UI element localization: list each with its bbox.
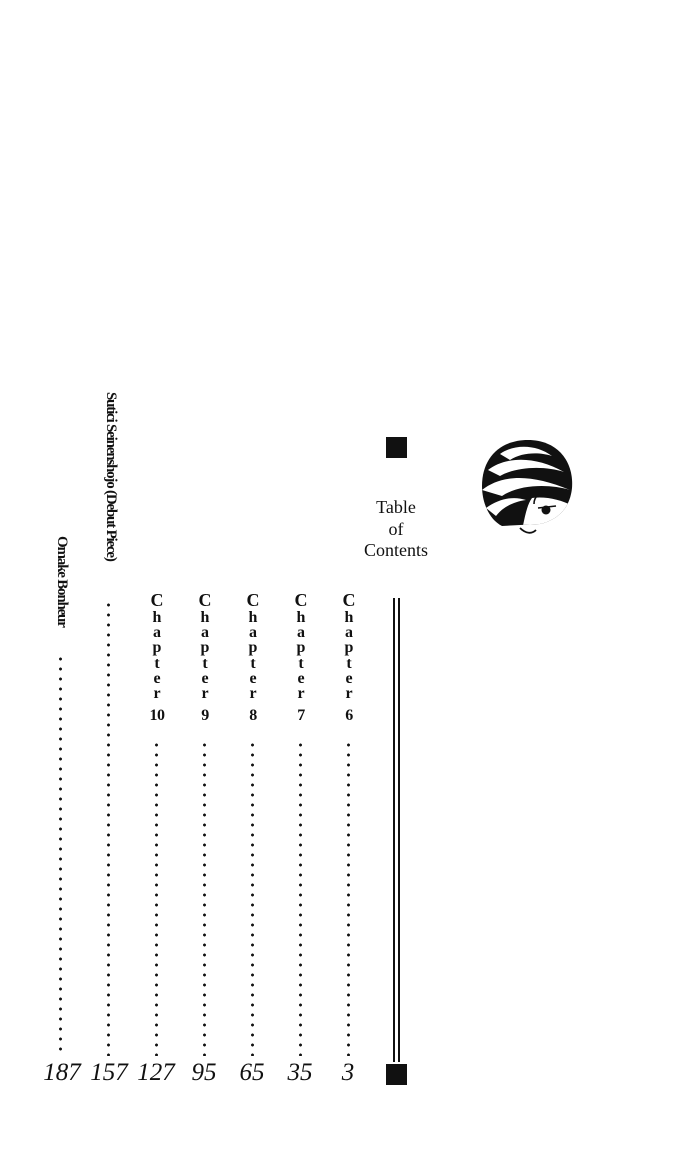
dot-leader-debut-piece — [107, 600, 110, 1056]
bottom-square-ornament — [386, 1064, 407, 1085]
chapter-letter: C — [246, 590, 260, 610]
chapter-letter: e — [345, 669, 353, 687]
page-number-chapter-6[interactable]: 3 — [341, 1059, 355, 1086]
dot-leader-omake — [59, 654, 62, 1056]
chapter-letter: C — [198, 590, 212, 610]
page-title — [352, 497, 440, 562]
title-line-3: Contents — [363, 540, 428, 560]
chapter-letter: a — [153, 624, 161, 642]
chapter-letter: C — [294, 590, 308, 610]
chapter-number: 6 — [345, 707, 353, 725]
chapter-letter: a — [297, 624, 305, 642]
chapter-letter: C — [342, 590, 356, 610]
dot-leader-chapter-9 — [203, 740, 206, 1056]
chapter-number: 10 — [149, 707, 165, 725]
chapter-number: 8 — [249, 707, 257, 725]
chapter-6-label[interactable] — [337, 591, 361, 725]
chapter-letter: a — [345, 624, 353, 642]
dot-leader-chapter-6 — [347, 740, 350, 1056]
page-number-chapter-10[interactable]: 127 — [137, 1059, 175, 1086]
chapter-letter: p — [248, 639, 258, 657]
chapter-letter: h — [248, 609, 258, 626]
chapter-letter: h — [200, 609, 210, 626]
chapter-letter: r — [249, 685, 257, 703]
double-rule-left — [393, 598, 395, 1062]
chapter-letter: r — [201, 685, 209, 703]
debut-piece-title[interactable]: Sutici Seinenshojo (Debut Piece) — [103, 392, 119, 561]
chapter-9-label[interactable] — [193, 591, 217, 725]
chapter-letter: a — [249, 624, 257, 642]
top-square-ornament — [386, 437, 407, 458]
double-rule-right — [398, 598, 400, 1062]
chapter-letter: p — [152, 639, 162, 657]
page-number-debut-piece[interactable]: 157 — [90, 1059, 128, 1086]
chapter-letter: C — [150, 590, 164, 610]
page-number-chapter-8[interactable]: 65 — [239, 1059, 265, 1086]
chapter-letter: e — [249, 669, 257, 687]
chapter-letter: t — [250, 654, 256, 672]
title-line-1: Table — [376, 497, 416, 517]
chapter-letter: t — [346, 654, 352, 672]
chapter-letter: t — [298, 654, 304, 672]
dot-leader-chapter-8 — [251, 740, 254, 1056]
chapter-letter: t — [202, 654, 208, 672]
chapter-letter: e — [297, 669, 305, 687]
chapter-letter: h — [296, 609, 306, 626]
chapter-letter: t — [154, 654, 160, 672]
chapter-8-label[interactable] — [241, 591, 265, 725]
chapter-letter: p — [200, 639, 210, 657]
chapter-letter: r — [297, 685, 305, 703]
face-logo-icon — [480, 436, 576, 540]
chapter-letter: e — [201, 669, 209, 687]
chapter-letter: a — [201, 624, 209, 642]
chapter-letter: r — [345, 685, 353, 703]
dot-leader-chapter-10 — [155, 740, 158, 1056]
chapter-letter: r — [153, 685, 161, 703]
chapter-letter: p — [296, 639, 306, 657]
chapter-letter: p — [344, 639, 354, 657]
chapter-letter: h — [344, 609, 354, 626]
page-number-chapter-7[interactable]: 35 — [287, 1059, 313, 1086]
title-line-2: of — [388, 518, 404, 539]
page-number-omake[interactable]: 187 — [43, 1059, 81, 1086]
chapter-number: 7 — [297, 707, 305, 725]
chapter-7-label[interactable] — [289, 591, 313, 725]
omake-title[interactable]: Omake Bonheur — [54, 536, 70, 627]
chapter-number: 9 — [201, 707, 209, 725]
page-number-chapter-9[interactable]: 95 — [191, 1059, 217, 1086]
dot-leader-chapter-7 — [299, 740, 302, 1056]
chapter-letter: h — [152, 609, 162, 626]
chapter-10-label[interactable] — [145, 591, 169, 725]
chapter-letter: e — [153, 669, 161, 687]
